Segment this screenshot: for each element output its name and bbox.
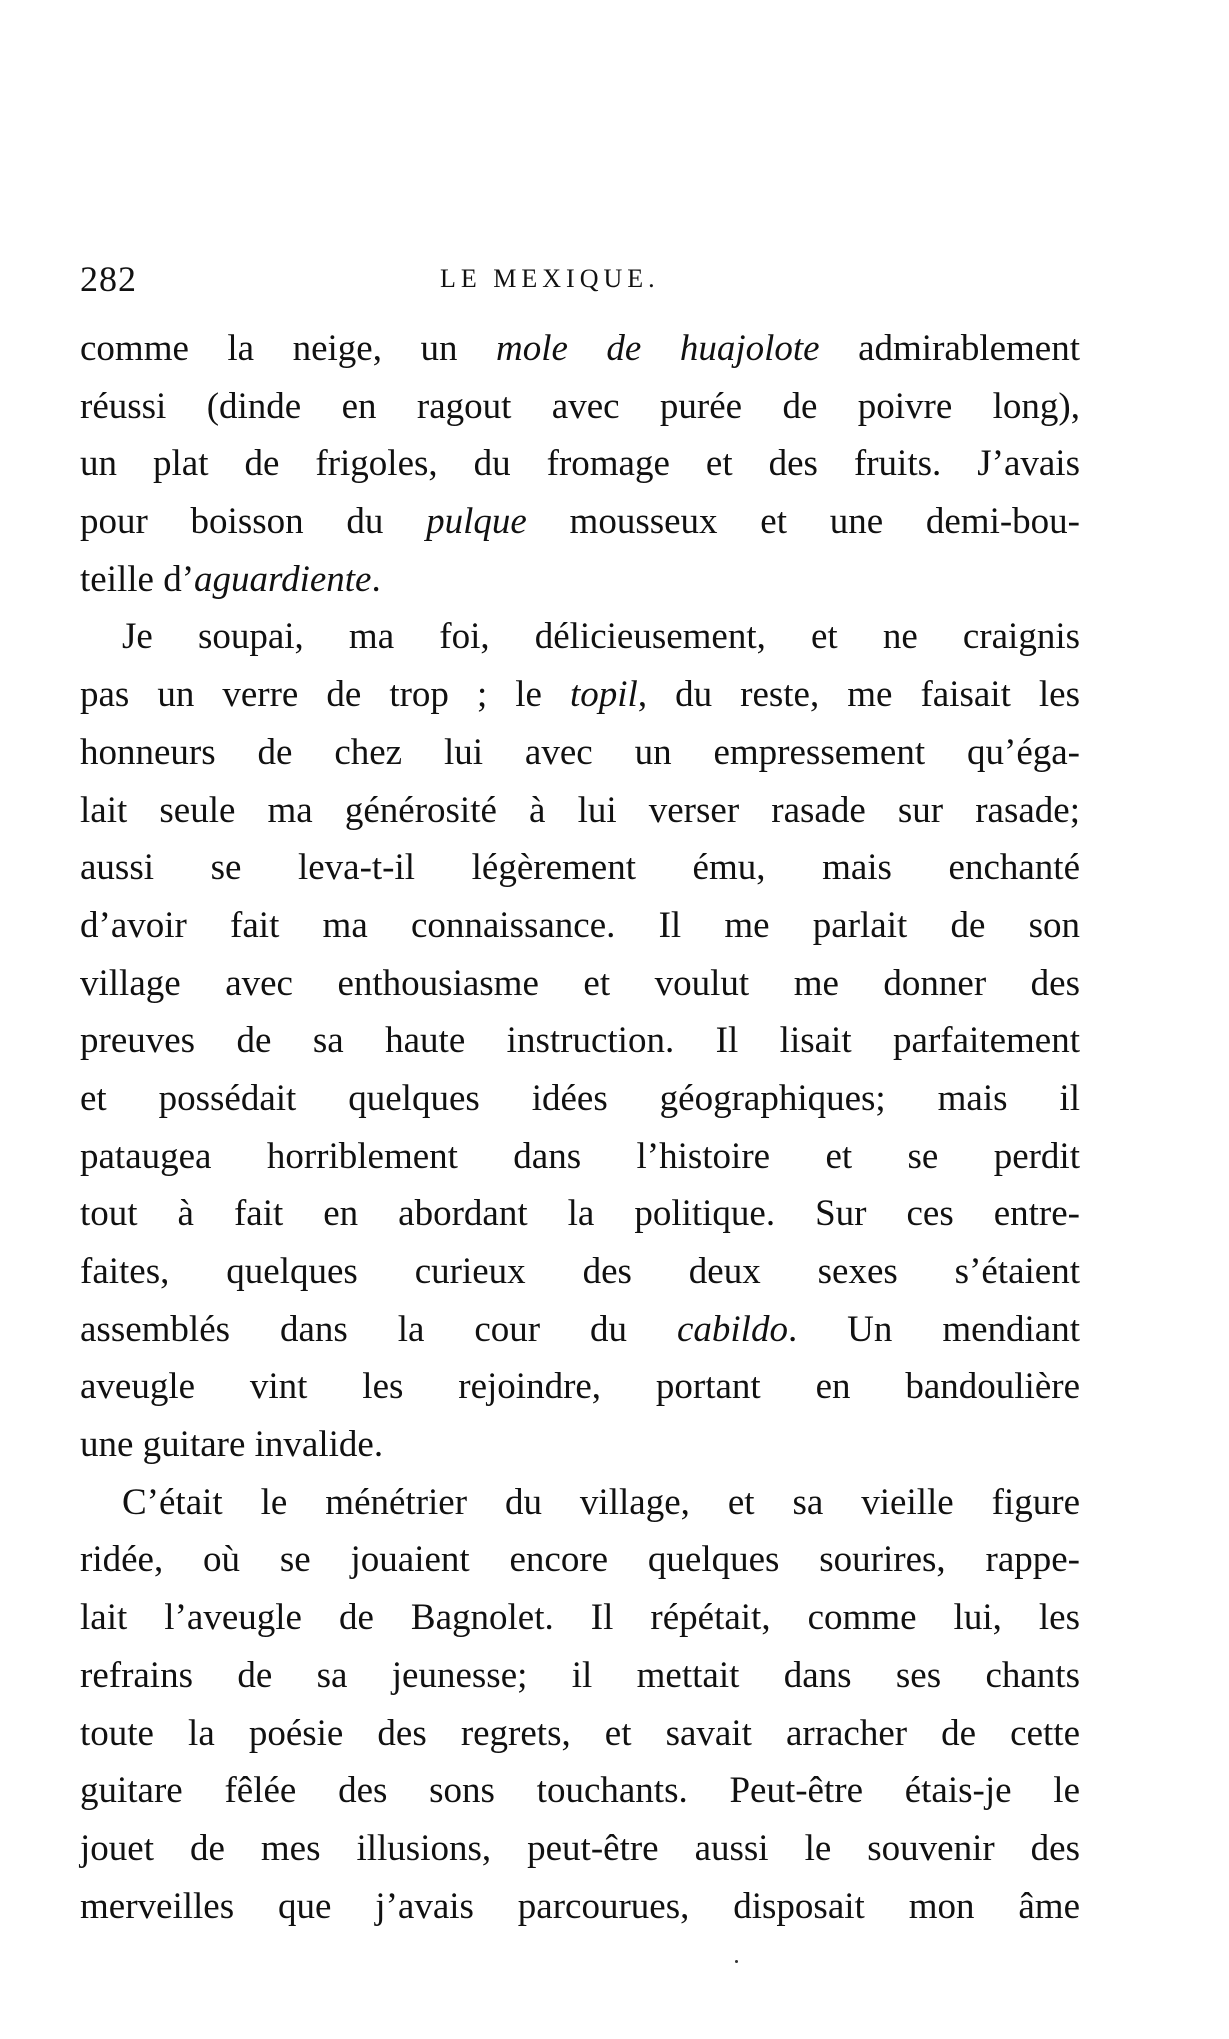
- text-line: un plat de frigoles, du fromage et des fruits. J’avais: [80, 443, 1080, 485]
- text-line: aussi se leva-t-il légèrement ému, mais enchanté: [80, 847, 1080, 889]
- page-number: 282: [80, 259, 137, 299]
- running-title: LE MEXIQUE.: [440, 264, 660, 293]
- text-line: lait l’aveugle de Bagnolet. Il répétait, comme lui, les: [80, 1597, 1080, 1639]
- text-line: tout à fait en abordant la politique. Sur ces entre-: [80, 1193, 1080, 1235]
- text-line: une guitare invalide.: [80, 1424, 384, 1466]
- text-line: pour boisson du pulque mousseux et une demi-bou-: [80, 501, 1080, 543]
- text-line: pataugea horriblement dans l’histoire et se perdit: [80, 1135, 1080, 1177]
- text-line: merveilles que j’avais parcourues, disposait mon âme: [80, 1885, 1080, 1927]
- text-line: village avec enthousiasme et voulut me donner des: [80, 962, 1080, 1004]
- text-line: teille d’aguardiente.: [80, 558, 381, 600]
- text-line: d’avoir fait ma connaissance. Il me parlait de son: [80, 904, 1080, 946]
- text-line: faites, quelques curieux des deux sexes s’étaient: [80, 1251, 1080, 1292]
- text-line: jouet de mes illusions, peut-être aussi le souvenir des: [80, 1827, 1080, 1869]
- text-line: lait seule ma générosité à lui verser rasade sur rasade;: [80, 789, 1080, 831]
- text-line: refrains de sa jeunesse; il mettait dans ses chants: [80, 1654, 1080, 1696]
- running-head: [80, 258, 1080, 308]
- body-text: [80, 320, 1080, 1935]
- text-line: guitare fêlée des sons touchants. Peut-être étais-je le: [80, 1770, 1080, 1812]
- text-line: C’était le ménétrier du village, et sa vieille figure: [122, 1481, 1080, 1523]
- text-line: ridée, où se jouaient encore quelques sourires, rappe-: [80, 1539, 1080, 1581]
- text-line: aveugle vint les rejoindre, portant en bandoulière: [80, 1366, 1080, 1408]
- text-line: assemblés dans la cour du cabildo. Un mendiant: [80, 1308, 1080, 1350]
- text-line: et possédait quelques idées géographiques; mais il: [80, 1077, 1080, 1119]
- text-line: comme la neige, un mole de huajolote admirablement: [80, 328, 1081, 369]
- text-line: preuves de sa haute instruction. Il lisait parfaitement: [80, 1020, 1080, 1062]
- text-line: honneurs de chez lui avec un empressement qu’éga-: [80, 731, 1080, 773]
- text-line: Je soupai, ma foi, délicieusement, et ne craignis: [122, 616, 1080, 658]
- text-line: toute la poésie des regrets, et savait arracher de cette: [80, 1712, 1080, 1754]
- text-line: pas un verre de trop ; le topil, du reste, me faisait les: [80, 674, 1080, 716]
- print-speck: [735, 1960, 738, 1963]
- text-line: réussi (dinde en ragout avec purée de poivre long),: [80, 385, 1080, 427]
